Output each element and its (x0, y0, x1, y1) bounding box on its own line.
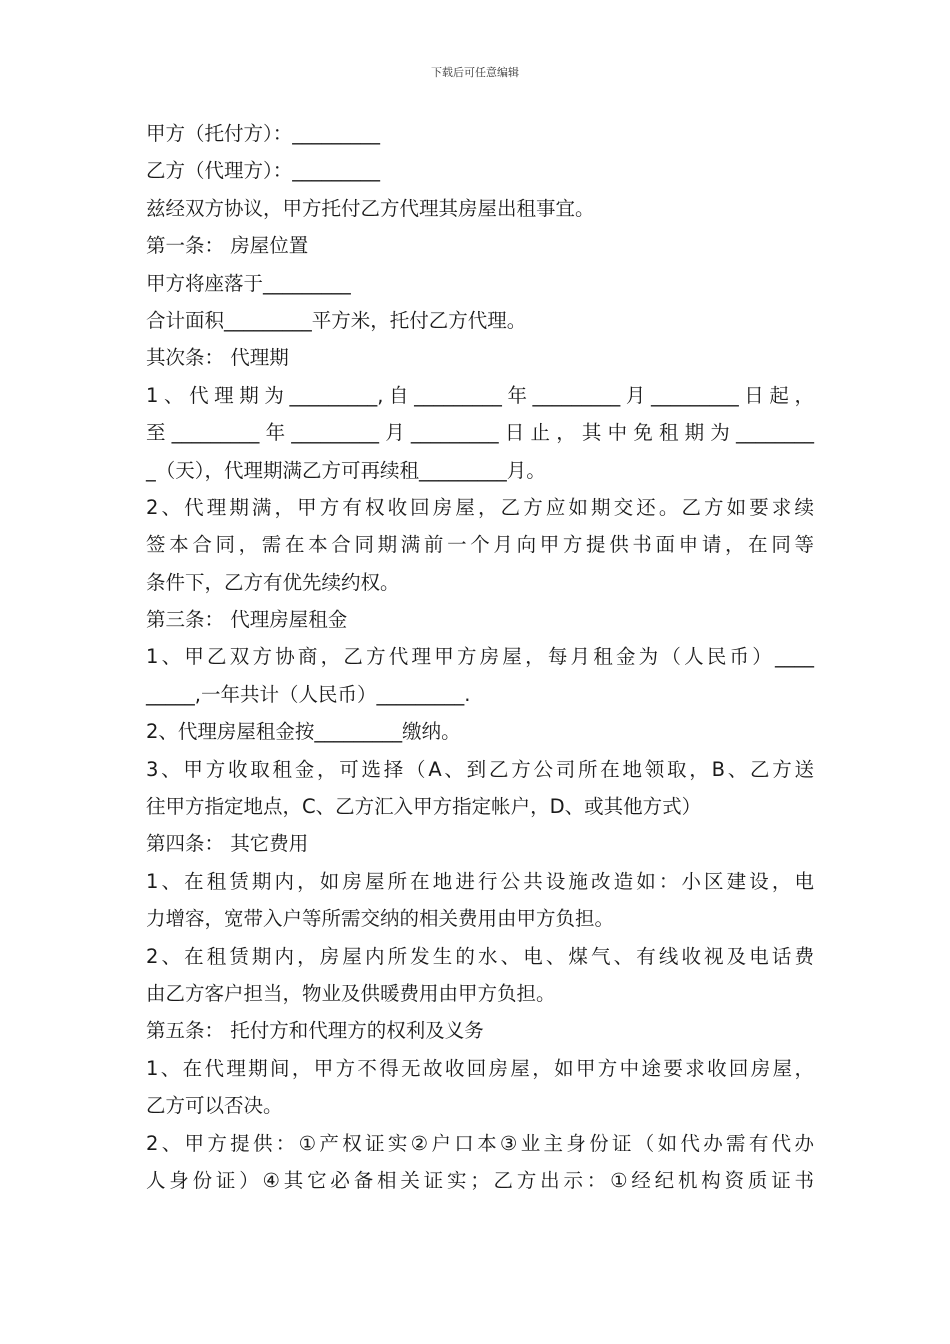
document-line: 至_________年_________月_________日止，其中免租期为________ (146, 421, 814, 445)
document-line: _____,一年共计（人民币）_________. (146, 682, 471, 706)
document-line: 由乙方客户担当，物业及供暖费用由甲方负担。 (146, 981, 556, 1005)
document-line: 3、甲方收取租金，可选择（A、到乙方公司所在地领取，B、乙方送 (146, 757, 814, 781)
document-line: 人身份证）④其它必备相关证实；乙方出示：①经纪机构资质证书 (146, 1168, 814, 1192)
document-line: 乙方可以否决。 (146, 1094, 283, 1118)
page-header: 下载后可任意编辑 (431, 66, 519, 79)
document-line: 2、代理期满，甲方有权收回房屋，乙方应如期交还。乙方如要求续 (146, 495, 814, 519)
document-line: 合计面积_________平方米，托付乙方代理。 (146, 308, 527, 332)
document-line: 甲方将座落于_________ (146, 271, 351, 295)
document-line: 第三条： 代理房屋租金 (146, 608, 348, 632)
document-line: 乙方（代理方）：_________ (146, 159, 381, 183)
document-line: 力增容，宽带入户等所需交纳的相关费用由甲方负担。 (146, 907, 615, 931)
document-line: 兹经双方协议，甲方托付乙方代理其房屋出租事宜。 (146, 196, 595, 220)
document-body (146, 115, 814, 1199)
document-line: 条件下，乙方有优先续约权。 (146, 570, 400, 594)
document-line: 第一条： 房屋位置 (146, 234, 309, 258)
document-line: 1、代理期为_________,自_________年_________月_________日起， (146, 383, 814, 407)
document-line: _（天），代理期满乙方可再续租_________月。 (146, 458, 546, 482)
document-line: 1、在租赁期内，如房屋所在地进行公共设施改造如：小区建设，电 (146, 869, 814, 893)
document-line: 甲方（托付方）：_________ (146, 122, 381, 145)
document-line: 2、代理房屋租金按_________缴纳。 (146, 720, 461, 744)
document-line: 1、在代理期间，甲方不得无故收回房屋，如甲方中途要求收回房屋， (146, 1056, 814, 1080)
document-line: 其次条： 代理期 (146, 346, 289, 370)
document-line: 2、在租赁期内，房屋内所发生的水、电、煤气、有线收视及电话费 (146, 944, 814, 968)
document-line: 1、甲乙双方协商，乙方代理甲方房屋，每月租金为（人民币）____ (146, 645, 814, 669)
document-line: 第四条： 其它费用 (146, 832, 309, 856)
document-line: 第五条： 托付方和代理方的权利及义务 (146, 1019, 484, 1043)
document-line: 往甲方指定地点，C、乙方汇入甲方指定帐户，D、或其他方式） (146, 795, 702, 819)
document-line: 2、甲方提供：①产权证实②户口本③业主身份证（如代办需有代办 (146, 1131, 814, 1155)
document-line: 签本合同，需在本合同期满前一个月向甲方提供书面申请，在同等 (146, 533, 814, 557)
